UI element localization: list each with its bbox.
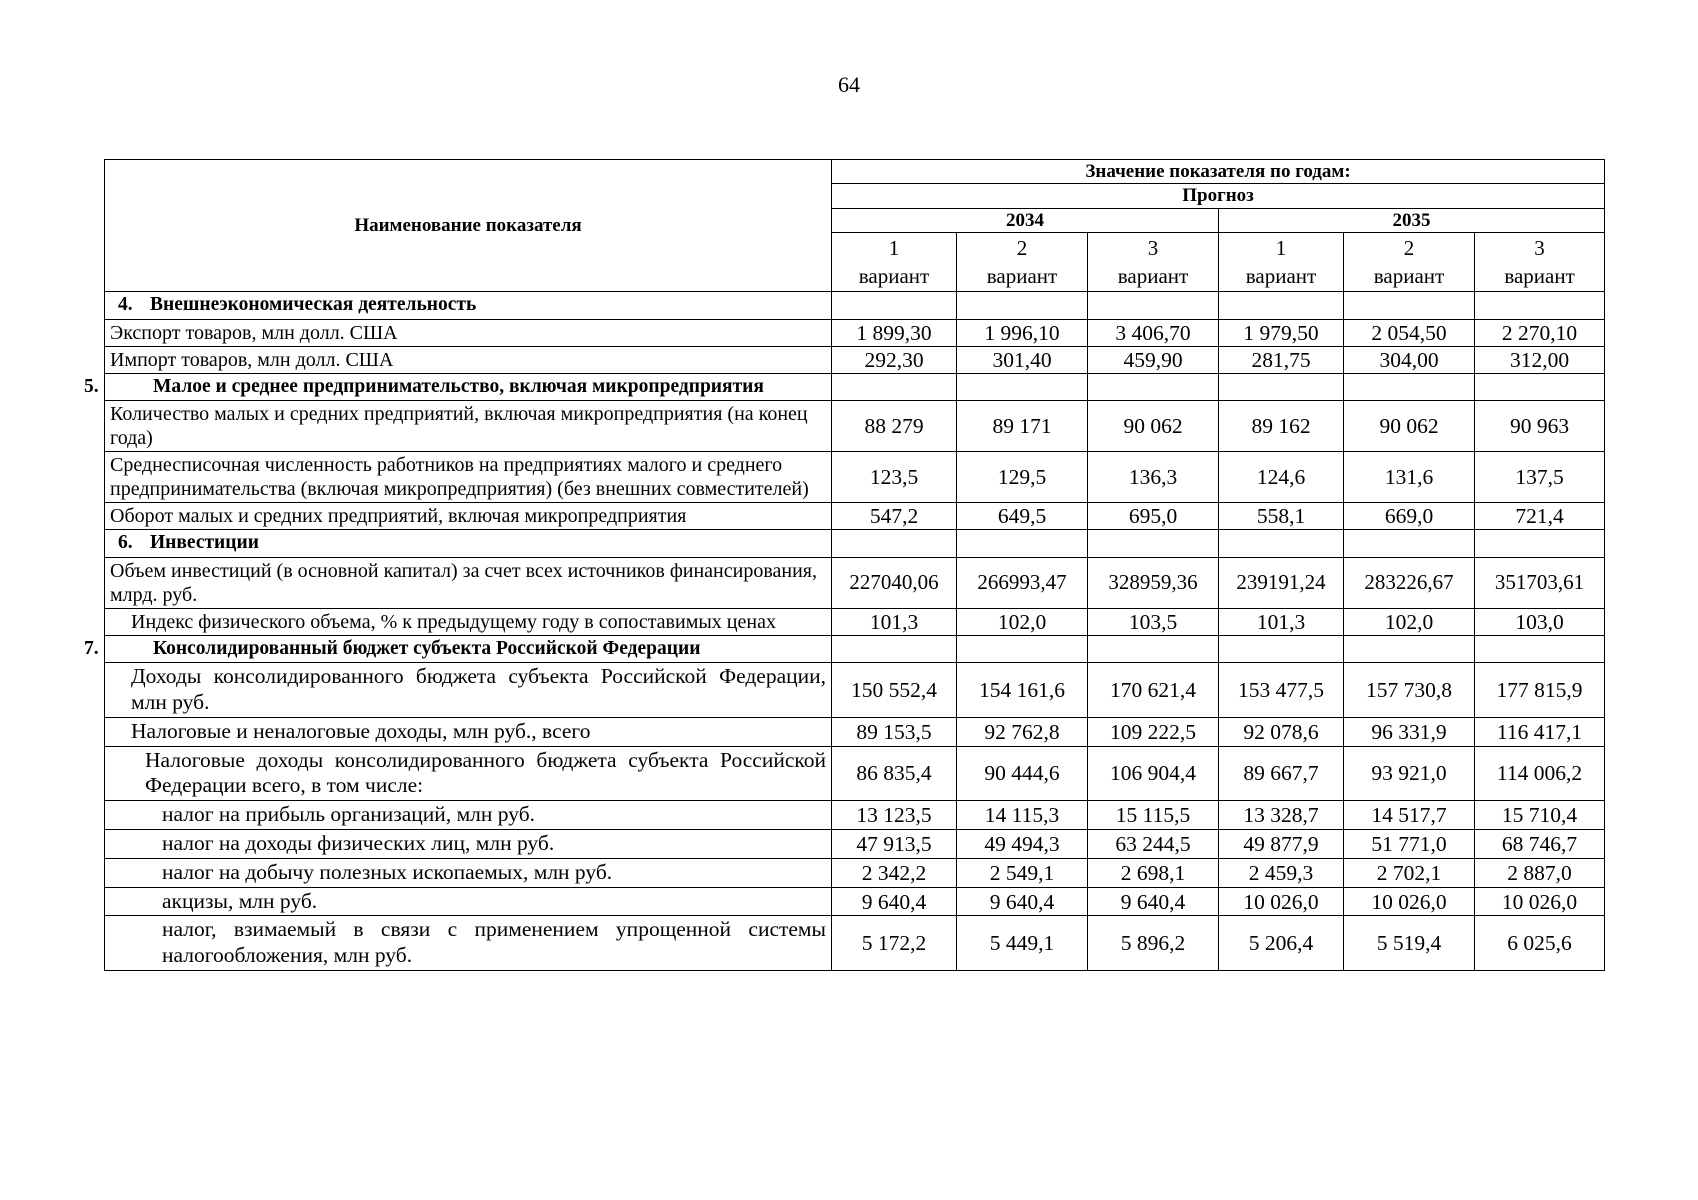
value-cell: 153 477,5 <box>1219 663 1344 718</box>
table-body <box>84 292 1605 971</box>
value-cell: 266993,47 <box>957 557 1088 608</box>
value-cell: 669,0 <box>1344 503 1475 530</box>
table-row <box>105 346 1605 373</box>
section-row <box>105 292 1605 319</box>
indicator-label: Налоговые доходы консолидированного бюджета субъекта Российской Федерации всего, в том числе: <box>105 746 832 801</box>
variant-header: 3 вариант <box>1088 232 1219 292</box>
value-cell: 116 417,1 <box>1475 717 1605 746</box>
value-cell: 2 342,2 <box>832 858 957 887</box>
empty-cell <box>1475 635 1605 662</box>
value-cell: 150 552,4 <box>832 663 957 718</box>
empty-cell <box>1344 374 1475 401</box>
value-cell: 47 913,5 <box>832 830 957 859</box>
value-cell: 6 025,6 <box>1475 916 1605 971</box>
indicator-label: Налоговые и неналоговые доходы, млн руб., всего <box>105 717 832 746</box>
value-cell: 2 702,1 <box>1344 858 1475 887</box>
value-cell: 239191,24 <box>1219 557 1344 608</box>
value-cell: 13 328,7 <box>1219 801 1344 830</box>
value-cell: 15 115,5 <box>1088 801 1219 830</box>
indicator-label: Среднесписочная численность работников на предприятиях малого и среднего предпринимательства (включая микропредприятия) (без внешних совместителей) <box>105 452 832 503</box>
variant-header: 2 вариант <box>957 232 1088 292</box>
table-row <box>105 452 1605 503</box>
value-cell: 103,5 <box>1088 608 1219 635</box>
section-title: 4. Внешнеэкономическая деятельность <box>105 292 832 319</box>
values-by-year-header: Значение показателя по годам: <box>832 160 1605 184</box>
year-2035-header: 2035 <box>1219 208 1605 232</box>
empty-cell <box>1219 530 1344 557</box>
section-row <box>105 374 1605 401</box>
value-cell: 695,0 <box>1088 503 1219 530</box>
value-cell: 351703,61 <box>1475 557 1605 608</box>
empty-cell <box>1219 374 1344 401</box>
indicator-label: налог, взимаемый в связи с применением упрощенной системы налогообложения, млн руб. <box>105 916 832 971</box>
section-title: 6. Инвестиции <box>105 530 832 557</box>
table-row <box>105 503 1605 530</box>
section-row <box>105 530 1605 557</box>
indicator-label: Индекс физического объема, % к предыдущему году в сопоставимых ценах <box>105 608 832 635</box>
value-cell: 10 026,0 <box>1475 887 1605 916</box>
page-number: 64 <box>838 72 860 97</box>
value-cell: 14 115,3 <box>957 801 1088 830</box>
indicator-name-header: Наименование показателя <box>105 160 832 292</box>
value-cell: 102,0 <box>957 608 1088 635</box>
value-cell: 1 996,10 <box>957 319 1088 346</box>
value-cell: 2 054,50 <box>1344 319 1475 346</box>
value-cell: 283226,67 <box>1344 557 1475 608</box>
value-cell: 86 835,4 <box>832 746 957 801</box>
variant-header: 1 вариант <box>1219 232 1344 292</box>
table-row <box>105 830 1605 859</box>
value-cell: 170 621,4 <box>1088 663 1219 718</box>
empty-cell <box>1344 292 1475 319</box>
value-cell: 2 270,10 <box>1475 319 1605 346</box>
value-cell: 92 762,8 <box>957 717 1088 746</box>
value-cell: 15 710,4 <box>1475 801 1605 830</box>
value-cell: 2 698,1 <box>1088 858 1219 887</box>
value-cell: 90 062 <box>1344 401 1475 452</box>
empty-cell <box>957 374 1088 401</box>
empty-cell <box>957 635 1088 662</box>
value-cell: 137,5 <box>1475 452 1605 503</box>
value-cell: 109 222,5 <box>1088 717 1219 746</box>
indicator-label: налог на доходы физических лиц, млн руб. <box>105 830 832 859</box>
table-row <box>105 858 1605 887</box>
empty-cell <box>1475 292 1605 319</box>
value-cell: 721,4 <box>1475 503 1605 530</box>
table-row <box>105 717 1605 746</box>
value-cell: 90 062 <box>1088 401 1219 452</box>
indicator-label: налог на добычу полезных ископаемых, млн руб. <box>105 858 832 887</box>
table-row <box>105 801 1605 830</box>
value-cell: 5 519,4 <box>1344 916 1475 971</box>
value-cell: 1 979,50 <box>1219 319 1344 346</box>
value-cell: 9 640,4 <box>832 887 957 916</box>
value-cell: 90 963 <box>1475 401 1605 452</box>
value-cell: 2 887,0 <box>1475 858 1605 887</box>
empty-cell <box>1344 635 1475 662</box>
table-row <box>105 746 1605 801</box>
value-cell: 93 921,0 <box>1344 746 1475 801</box>
value-cell: 328959,36 <box>1088 557 1219 608</box>
value-cell: 154 161,6 <box>957 663 1088 718</box>
value-cell: 89 153,5 <box>832 717 957 746</box>
empty-cell <box>1219 292 1344 319</box>
value-cell: 102,0 <box>1344 608 1475 635</box>
empty-cell <box>1219 635 1344 662</box>
empty-cell <box>832 530 957 557</box>
value-cell: 547,2 <box>832 503 957 530</box>
value-cell: 90 444,6 <box>957 746 1088 801</box>
value-cell: 1 899,30 <box>832 319 957 346</box>
value-cell: 304,00 <box>1344 346 1475 373</box>
value-cell: 88 279 <box>832 401 957 452</box>
value-cell: 101,3 <box>1219 608 1344 635</box>
value-cell: 136,3 <box>1088 452 1219 503</box>
empty-cell <box>1088 292 1219 319</box>
value-cell: 3 406,70 <box>1088 319 1219 346</box>
year-2034-header: 2034 <box>832 208 1219 232</box>
empty-cell <box>1475 374 1605 401</box>
indicator-label: акцизы, млн руб. <box>105 887 832 916</box>
variant-header: 1 вариант <box>832 232 957 292</box>
value-cell: 103,0 <box>1475 608 1605 635</box>
value-cell: 92 078,6 <box>1219 717 1344 746</box>
value-cell: 14 517,7 <box>1344 801 1475 830</box>
value-cell: 312,00 <box>1475 346 1605 373</box>
value-cell: 649,5 <box>957 503 1088 530</box>
value-cell: 51 771,0 <box>1344 830 1475 859</box>
empty-cell <box>957 530 1088 557</box>
value-cell: 101,3 <box>832 608 957 635</box>
indicator-label: Оборот малых и средних предприятий, включая микропредприятия <box>105 503 832 530</box>
empty-cell <box>957 292 1088 319</box>
empty-cell <box>1088 530 1219 557</box>
table-row <box>105 557 1605 608</box>
table-row <box>105 663 1605 718</box>
empty-cell <box>832 635 957 662</box>
value-cell: 49 877,9 <box>1219 830 1344 859</box>
value-cell: 5 206,4 <box>1219 916 1344 971</box>
indicator-label: Объем инвестиций (в основной капитал) за счет всех источников финансирования, млрд. руб. <box>105 557 832 608</box>
empty-cell <box>1344 530 1475 557</box>
value-cell: 68 746,7 <box>1475 830 1605 859</box>
value-cell: 292,30 <box>832 346 957 373</box>
indicator-label: Экспорт товаров, млн долл. США <box>105 319 832 346</box>
value-cell: 131,6 <box>1344 452 1475 503</box>
value-cell: 10 026,0 <box>1344 887 1475 916</box>
empty-cell <box>1088 635 1219 662</box>
value-cell: 301,40 <box>957 346 1088 373</box>
value-cell: 558,1 <box>1219 503 1344 530</box>
indicator-label: Импорт товаров, млн долл. США <box>105 346 832 373</box>
table-row <box>105 608 1605 635</box>
value-cell: 129,5 <box>957 452 1088 503</box>
section-row <box>105 635 1605 662</box>
variant-header: 2 вариант <box>1344 232 1475 292</box>
value-cell: 2 549,1 <box>957 858 1088 887</box>
empty-cell <box>832 374 957 401</box>
value-cell: 114 006,2 <box>1475 746 1605 801</box>
value-cell: 10 026,0 <box>1219 887 1344 916</box>
table-row <box>105 319 1605 346</box>
indicator-label: налог на прибыль организаций, млн руб. <box>105 801 832 830</box>
value-cell: 13 123,5 <box>832 801 957 830</box>
value-cell: 124,6 <box>1219 452 1344 503</box>
value-cell: 63 244,5 <box>1088 830 1219 859</box>
empty-cell <box>832 292 957 319</box>
value-cell: 2 459,3 <box>1219 858 1344 887</box>
table-row <box>105 887 1605 916</box>
value-cell: 177 815,9 <box>1475 663 1605 718</box>
forecast-header: Прогноз <box>832 184 1605 208</box>
empty-cell <box>1475 530 1605 557</box>
value-cell: 5 172,2 <box>832 916 957 971</box>
value-cell: 96 331,9 <box>1344 717 1475 746</box>
value-cell: 123,5 <box>832 452 957 503</box>
empty-cell <box>1088 374 1219 401</box>
forecast-table <box>84 159 1605 971</box>
value-cell: 9 640,4 <box>1088 887 1219 916</box>
table-row <box>105 401 1605 452</box>
value-cell: 281,75 <box>1219 346 1344 373</box>
value-cell: 5 896,2 <box>1088 916 1219 971</box>
value-cell: 459,90 <box>1088 346 1219 373</box>
section-title: 7. Консолидированный бюджет субъекта Российской Федерации <box>105 635 832 662</box>
variant-header: 3 вариант <box>1475 232 1605 292</box>
value-cell: 157 730,8 <box>1344 663 1475 718</box>
value-cell: 89 667,7 <box>1219 746 1344 801</box>
section-title: 5. Малое и среднее предпринимательство, включая микропредприятия <box>105 374 832 401</box>
value-cell: 49 494,3 <box>957 830 1088 859</box>
value-cell: 89 162 <box>1219 401 1344 452</box>
indicator-label: Доходы консолидированного бюджета субъекта Российской Федерации, млн руб. <box>105 663 832 718</box>
value-cell: 9 640,4 <box>957 887 1088 916</box>
indicator-label: Количество малых и средних предприятий, включая микропредприятия (на конец года) <box>105 401 832 452</box>
value-cell: 5 449,1 <box>957 916 1088 971</box>
value-cell: 227040,06 <box>832 557 957 608</box>
value-cell: 89 171 <box>957 401 1088 452</box>
table-row <box>105 916 1605 971</box>
value-cell: 106 904,4 <box>1088 746 1219 801</box>
